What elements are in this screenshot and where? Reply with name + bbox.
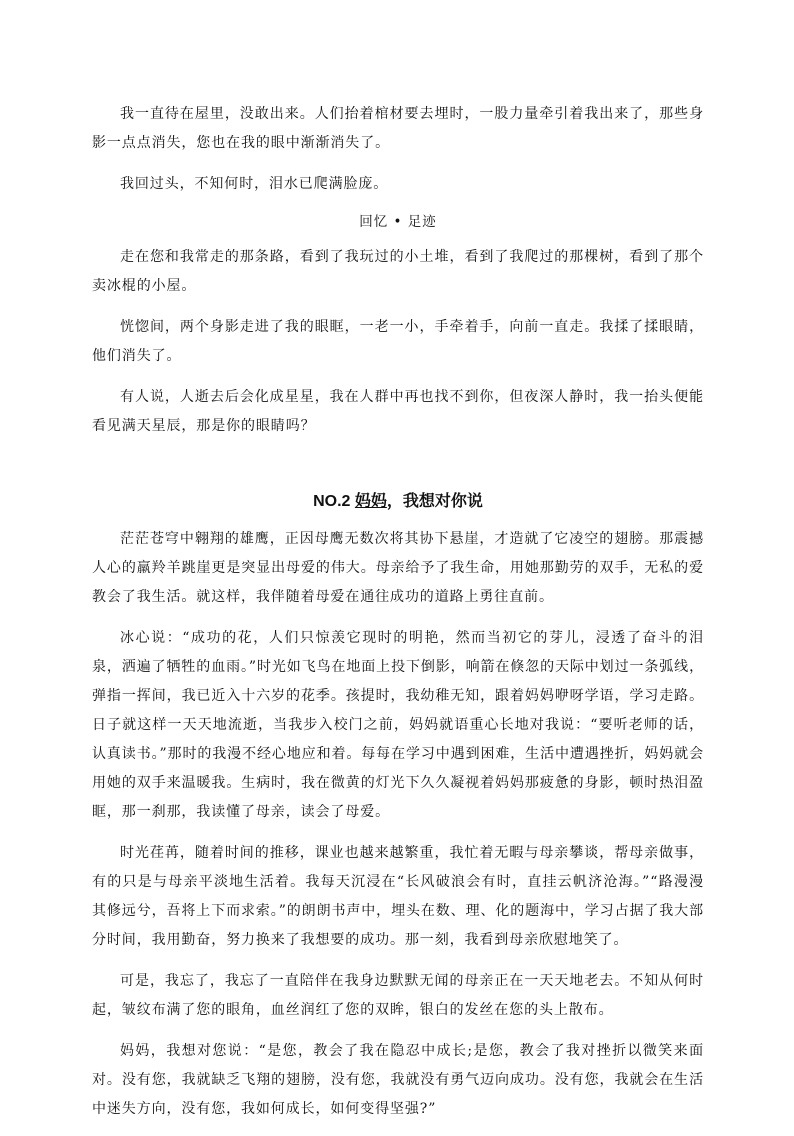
paragraph: 走在您和我常走的那条路，看到了我玩过的小土堆，看到了我爬过的那棵树，看到了那个卖冰棍的小屋。 (92, 249, 704, 294)
paragraph: 恍惚间，两个身影走进了我的眼眶，一老一小，手牵着手，向前一直走。我揉了揉眼睛，他们消失了。 (92, 319, 704, 364)
paragraph: 我回过头，不知何时，泪水已爬满脸庞。 (120, 176, 389, 192)
section-title (92, 489, 704, 515)
paragraph: 妈妈，我想对您说：“是您，教会了我在隐忍中成长;是您，教会了我对挫折以微笑来面对。没有您，我就缺乏飞翔的翅膀，没有您，我就没有勇气迈向成功。没有您，我就会在生活中迷失方向，没有您，我如何成长，如何变得坚强?” (92, 1043, 704, 1117)
paragraph: 可是，我忘了，我忘了一直陪伴在我身边默默无闻的母亲正在一天天地老去。不知从何时起，皱纹布满了您的眼角，血丝润红了您的双眸，银白的发丝在您的头上散布。 (92, 973, 704, 1018)
section-title-underlined: 妈妈 (354, 493, 387, 510)
paragraph: 茫茫苍穹中翱翔的雄鹰，正因母鹰无数次将其协下悬崖，才造就了它凌空的翅膀。那震撼人心的羸羚羊跳崖更是突显出母爱的伟大。母亲给予了我生命，用她那勤劳的双手，无私的爱教会了我生活。就这样，我伴随着母爱在通往成功的道路上勇往直前。 (92, 531, 704, 605)
document-page (92, 100, 704, 1136)
memory-subheading: 回忆 • 足迹 (359, 214, 437, 230)
section-title-rest: ，我想对你说 (386, 493, 483, 510)
paragraph: 冰心说：“成功的花，人们只惊羡它现时的明艳，然而当初它的芽儿，浸透了奋斗的泪泉，洒遍了牺牲的血雨。”时光如飞鸟在地面上投下倒影，响箭在倏忽的天际中划过一条弧线，弹指一挥间，我已近入十六岁的花季。孩提时，我幼稚无知，跟着妈妈咿呀学语，学习走路。日子就这样一天天地流逝，当我步入校门之前，妈妈就语重心长地对我说：“要听老师的话，认真读书。”那时的我漫不经心地应和着。每每在学习中遇到困难，生活中遭遇挫折，妈妈就会用她的双手来温暖我。生病时，我在微黄的灯光下久久凝视着妈妈那疲惫的身影，顿时热泪盈眶，那一刹那，我读懂了母亲，读会了母爱。 (92, 630, 704, 820)
paragraph: 有人说，人逝去后会化成星星，我在人群中再也找不到你，但夜深人静时，我一抬头便能看见满天星辰，那是你的眼睛吗？ (92, 389, 704, 434)
section-spacer (92, 453, 704, 489)
paragraph: 时光荏苒，随着时间的推移，课业也越来越繁重，我忙着无暇与母亲攀谈，帮母亲做事，有的只是与母亲平淡地生活着。我每天沉浸在“长风破浪会有时，直挂云帆济沧海。”“路漫漫其修远兮，吾将上下而求索。”的朗朗书声中，埋头在数、理、化的题海中，学习占据了我大部分时间，我用勤奋，努力换来了我想要的成功。那一刻，我看到母亲欣慰地笑了。 (92, 845, 704, 948)
paragraph: 我一直待在屋里，没敢出来。人们抬着棺材要去埋时，一股力量牵引着我出来了，那些身影一点点消失，您也在我的眼中渐渐消失了。 (92, 106, 704, 151)
section-title-prefix: NO.2 (313, 493, 355, 510)
